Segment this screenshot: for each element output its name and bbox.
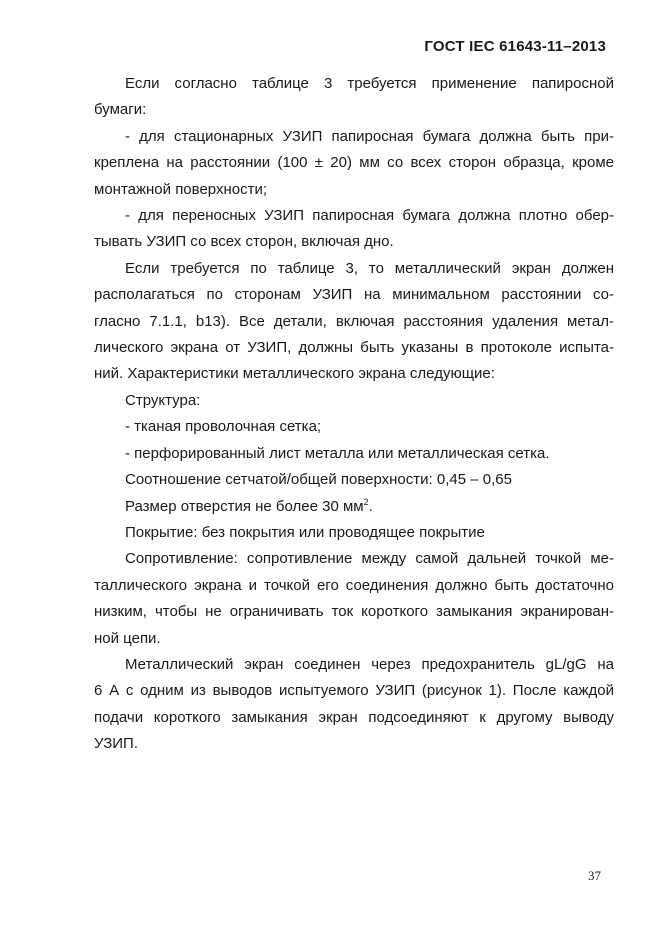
text-line: УЗИП. xyxy=(94,735,138,753)
text-line: располагаться по сторонам УЗИП на минимальном расстоянии со- xyxy=(94,286,614,304)
text-line: Покрытие: без покрытия или проводящее покрытие xyxy=(125,523,485,541)
body-text xyxy=(94,71,614,758)
text-line: таллического экрана и точкой его соединения должно быть достаточно xyxy=(94,576,614,594)
text-line: - для стационарных УЗИП папиросная бумага должна быть при- xyxy=(125,127,614,145)
text-line: Если требуется по таблице 3, то металлический экран должен xyxy=(125,259,614,277)
text-line: лического экрана от УЗИП, должны быть указаны в протоколе испыта- xyxy=(94,339,614,357)
page-number: 37 xyxy=(588,868,601,883)
text-line: гласно 7.1.1, b13). Все детали, включая расстояния удаления метал- xyxy=(94,312,614,330)
text-segment: Размер отверстия не более 30 мм xyxy=(125,497,364,515)
document-header: ГОСТ IEC 61643-11–2013 xyxy=(424,38,606,55)
text-line: креплена на расстоянии (100 ± 20) мм со всех сторон образца, кроме xyxy=(94,154,614,172)
text-line-with-superscript xyxy=(94,494,614,520)
text-line: - перфорированный лист металла или металлическая сетка. xyxy=(125,444,550,462)
text-line: Соотношение сетчатой/общей поверхности: 0,45 – 0,65 xyxy=(125,471,512,489)
text-line: Металлический экран соединен через предохранитель gL/gG на xyxy=(125,655,614,673)
text-line: - для переносных УЗИП папиросная бумага должна плотно обер- xyxy=(125,207,614,225)
text-line: монтажной поверхности; xyxy=(94,180,268,198)
text-line: ний. Характеристики металлического экрана следующие: xyxy=(94,365,495,383)
text-line: Структура: xyxy=(125,391,201,409)
text-line: низким, чтобы не ограничивать ток короткого замыкания экранирован- xyxy=(94,603,614,621)
text-line: Если согласно таблице 3 требуется применение папиросной xyxy=(125,75,614,92)
text-line: ной цепи. xyxy=(94,629,161,647)
text-line: Сопротивление: сопротивление между самой дальней точкой ме- xyxy=(125,550,614,568)
text-line: тывать УЗИП со всех сторон, включая дно. xyxy=(94,233,394,251)
text-line: подачи короткого замыкания экран подсоединяют к другому выводу xyxy=(94,708,614,726)
text-line: - тканая проволочная сетка; xyxy=(125,418,322,436)
superscript: 2 xyxy=(363,496,369,507)
text-line: 6 А с одним из выводов испытуемого УЗИП (рисунок 1). После каждой xyxy=(94,682,614,700)
text-line: бумаги: xyxy=(94,101,147,119)
text-segment: . xyxy=(368,497,373,515)
